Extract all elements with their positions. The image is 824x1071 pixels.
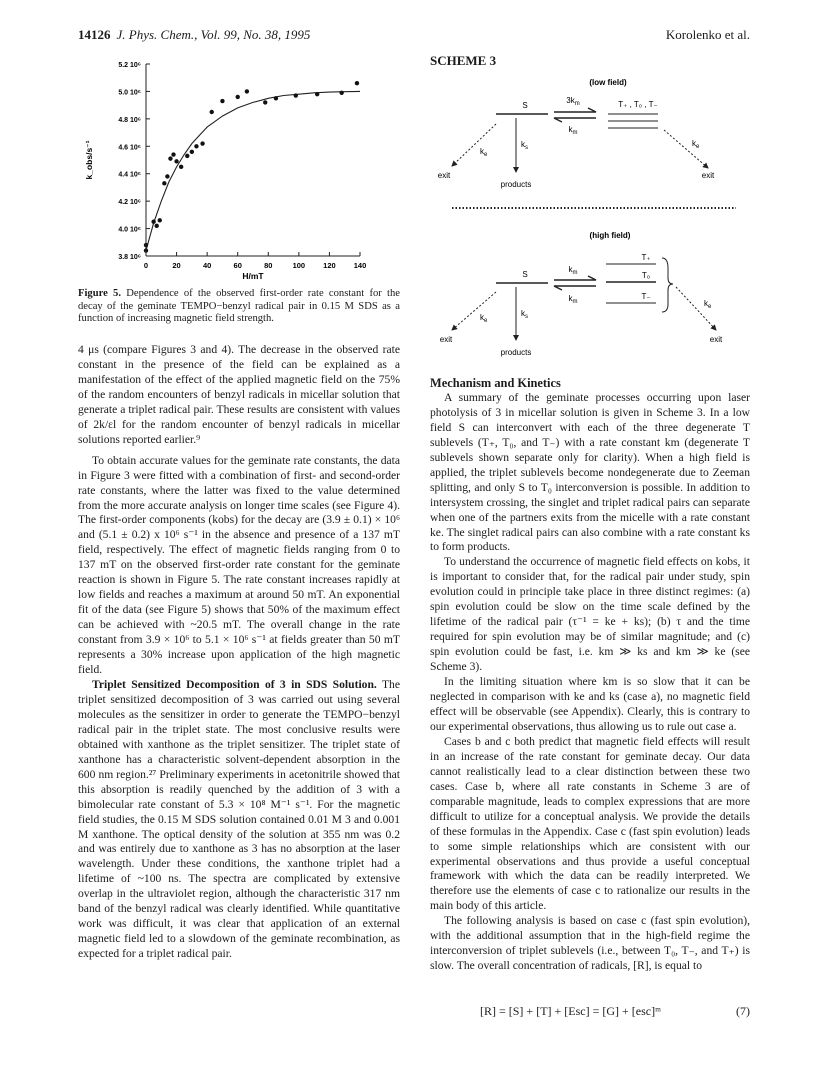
- right-paragraph-4: Cases b and c both predict that magnetic field effects will result in an increase of the rate constant for geminate decay. Our data cannot realistically lead to a clear distinction between these two cases. Case b, where all rate constants in Scheme 3 are of comparable magnitude, leads to complex expressions that are more difficult to utilize for a conceptual analysis. We provide the details of these formulas in the Appendix. Case c (fast spin evolution) leads to some simple relationships which are consistent with our experimental observations and thus provide a useful conceptual framework with which the data can be readily interpreted. We therefore use the elements of case c to rationalize our results in the main body of this article.: [430, 734, 750, 913]
- left-paragraph-2: To obtain accurate values for the geminate rate constants, the data in Figure 3 were fitted with a combination of first- and second-order rate constants, where the latter was fixed to the value determined from the more accurate analysis on longer time scales (see Figure 4). The first-order components (kobs) for the decay are (3.9 ± 0.1) × 10⁶ and (5.1 ± 0.2) x 10⁶ s⁻¹ in the absence and presence of a 137 mT field, respectively. The effect of magnetic fields ranging from 0 to 137 mT on the observed first-order rate constant for the geminate reaction is shown in Figure 5. The rate constant increases rapidly at low fields and reaches a maximum at around 50 mT. An exponential fit of the data (see Figure 5) shows that 50% of the maximum effect can be achieved with ~20.5 mT. The overall change in the rate constant from 3.9 × 10⁶ to 5.1 × 10⁶ s⁻¹ at fields greater than 50 mT represents a 30% increase upon application of the high magnetic field.: [78, 453, 400, 677]
- data-point: [185, 154, 189, 158]
- data-point: [355, 81, 359, 85]
- data-point: [151, 220, 155, 224]
- x-tick-label: 0: [143, 261, 149, 270]
- page-header: [78, 27, 750, 47]
- equilibrium-arrow-back-high: [554, 286, 596, 290]
- triplet-exit-arrow-low: [664, 130, 708, 168]
- equilibrium-arrow-back-low: [554, 118, 596, 122]
- data-point: [245, 89, 249, 93]
- x-tick-label: 120: [323, 261, 336, 270]
- y-tick-label: 5.0 10⁶: [118, 89, 141, 97]
- rate-km-label-high-top: $k_m$: [568, 265, 578, 276]
- equilibrium-arrow-forward-high: [554, 276, 596, 280]
- x-tick-label: 100: [292, 261, 306, 270]
- y-tick-label: 4.6 10⁶: [118, 144, 141, 152]
- scheme-3-diagram: [430, 72, 750, 372]
- data-point: [162, 181, 166, 185]
- left-column: [78, 343, 400, 962]
- exit-label-high-left: exit: [439, 335, 453, 344]
- triplet-label-low: T₊ , T₀ , T₋: [618, 100, 658, 109]
- y-tick-labels: [118, 62, 141, 261]
- y-tick-label: 4.2 10⁶: [118, 199, 141, 207]
- equation-7: [480, 1004, 750, 1019]
- rate-ke-label-high-right: $k_e$: [704, 299, 712, 310]
- rate-3km-label: $3k_m$: [566, 96, 580, 107]
- equilibrium-arrow-forward-low: [554, 108, 596, 112]
- singlet-exit-arrow-high: [452, 292, 496, 330]
- triplet-brace: [662, 258, 673, 312]
- low-field-label: (low field): [589, 78, 627, 87]
- data-point: [165, 174, 169, 178]
- figure-5-chart: [78, 50, 400, 282]
- x-tick-label: 80: [264, 261, 273, 270]
- equation-text: [R] = [S] + [T] + [Esc] = [G] + [esc]ᵐ: [480, 1004, 661, 1018]
- left-paragraph-1: 4 μs (compare Figures 3 and 4). The decrease in the observed rate constant in the presence of the field can be explained as a manifestation of the effect of the applied magnetic field on the 75% of the random encounters of benzyl radicals in micellar solution that generate a triplet radical pair. These results are consistent with values of 2k/εl for the random encounter of benzyl radicals in micellar solutions reported earlier.⁹: [78, 343, 400, 446]
- data-point: [339, 91, 343, 95]
- figure-5-label: Figure 5.: [78, 288, 122, 299]
- y-tick-label: 3.8 10⁶: [118, 254, 141, 261]
- data-point: [190, 150, 194, 154]
- high-field-label: (high field): [589, 231, 631, 240]
- rate-km-label-low: $k_m$: [568, 125, 578, 136]
- exit-label-high-right: exit: [709, 335, 723, 344]
- running-authors: Korolenko et al.: [665, 27, 750, 42]
- rate-km-label-high-bottom: $k_m$: [568, 294, 578, 305]
- data-point: [210, 110, 214, 114]
- data-point: [155, 224, 159, 228]
- exit-label-low-left: exit: [437, 171, 451, 180]
- exit-label-low-right: exit: [701, 171, 715, 180]
- x-axis-label: H/mT: [242, 271, 264, 281]
- data-point: [179, 165, 183, 169]
- triplet-zero-label: T₀: [641, 271, 651, 280]
- x-tick-label: 40: [202, 261, 212, 270]
- singlet-label-high: S: [522, 270, 528, 279]
- data-point: [294, 93, 298, 97]
- x-tick-label: 140: [353, 261, 367, 270]
- fit-curve: [146, 91, 360, 250]
- data-point: [194, 144, 198, 148]
- x-tick-labels: [144, 261, 366, 270]
- right-paragraph-5: The following analysis is based on case c (fast spin evolution), with the additional assumption that in the high-field regime the interconversion of triplet sublevels (i.e., between T₀, T₋, and T₊) is slow. The overall concentration of radicals, [R], is equal to: [430, 914, 750, 973]
- data-point: [274, 96, 278, 100]
- data-point: [200, 141, 204, 145]
- section-title: Mechanism and Kinetics: [430, 376, 561, 390]
- data-point: [158, 218, 162, 222]
- equation-number: (7): [736, 1004, 750, 1018]
- products-label-low: products: [500, 180, 532, 189]
- products-label-high: products: [500, 348, 532, 357]
- singlet-label-low: S: [522, 101, 528, 110]
- figure-5-text: Dependence of the observed first-order rate constant for the decay of the geminate TEMPO−benzyl radical pair in 0.15 M SDS as a function of increasing magnetic field strength.: [78, 288, 400, 325]
- y-tick-label: 4.4 10⁶: [118, 171, 141, 179]
- right-column: [430, 376, 750, 974]
- right-paragraph-3: In the limiting situation where km is so slow that it can be neglected in comparison with ke and ks (case a), no magnetic field effect will be observable (see Appendix). Clearly, this is contrary to our experimental observations, thus allowing us to rule out case a.: [430, 675, 750, 733]
- data-point: [263, 100, 267, 104]
- figure-5-caption: [78, 288, 400, 326]
- rate-ke-label-high-left: $k_e$: [480, 313, 488, 324]
- rate-ks-label-high: $k_s$: [521, 309, 528, 320]
- x-tick-label: 20: [172, 261, 181, 270]
- y-tick-label: 5.2 10⁶: [118, 62, 141, 69]
- journal-citation: J. Phys. Chem., Vol. 99, No. 38, 1995: [116, 27, 311, 42]
- y-tick-label: 4.0 10⁶: [118, 226, 141, 234]
- rate-ks-label-low: $k_s$: [521, 140, 528, 151]
- data-point: [315, 92, 319, 96]
- left-paragraph-3-text: The triplet sensitized decomposition of 3 was carried out using several molecules as the sensitizer in order to generate the TEMPO−benzyl radical pair in the triplet state. The most conclusive results were obtained with xanthone as the triplet sensitizer. The triplet state of xanthone has a characteristic solvent-dependent absorption in the 600 nm region.²⁷ Preliminary experiments in acetonitrile showed that this absorption is readily quenched by the addition of 3 with a bimolecular rate constant of 5.3 × 10⁸ M⁻¹ s⁻¹. For the magnetic field studies, the 0.15 M SDS solution contained 0.01 M 3 and 0.001 M xanthone. The optical density of the solution at 355 nm was 0.2 and was entirely due to xanthone as 3 has no absorption at the laser wavelength. Under these conditions, the xanthone triplet had a lifetime of ~100 ns. The spectra are complicated by extensive overlap in the ultraviolet region, although the characteristic 317 nm band of the benzyl radical was clearly identified. While quantitative work was difficult, it was clear that application of an external magnetic field led to a slowdown of the geminate recombination, as expected for a triplet radical pair.: [78, 677, 400, 961]
- triplet-plus-label: T₊: [641, 253, 651, 262]
- data-point: [168, 156, 172, 160]
- data-point: [171, 152, 175, 156]
- left-paragraph-3: [78, 678, 400, 962]
- y-axis-label: k_obs/s⁻¹: [84, 140, 94, 180]
- triplet-minus-label: T₋: [641, 292, 651, 301]
- right-paragraph-1: A summary of the geminate processes occurring upon laser photolysis of 3 in micellar solution is given in Scheme 3. In a low field S can interconvert with each of the three degenerate T sublevels (T₊, T₀, and T₋) with a rate constant km (degenerate T sublevels shown separate only for clarity). When a high field is applied, the triplet sublevels become nondegenerate due to Zeeman splitting, and only S to T₀ interconversion is possible. In addition to intersystem crossing, the singlet and triplet radical pairs can separate when one of the partners exits from the micelle with a rate constant ke. The singlet radical pairs can also combine with a rate constant ks to form products.: [430, 390, 750, 554]
- data-point: [174, 159, 178, 163]
- run-in-heading: Triplet Sensitized Decomposition of 3 in SDS Solution.: [92, 677, 377, 691]
- right-paragraph-2: To understand the occurrence of magnetic field effects on kobs, it is important to consider that, for the radical pair under study, spin evolution could in principle take place in three distinct regimes: (a) spin evolution could be slow on the time scale defined by the lifetime of the radical pair (τ⁻¹ = ke + ks); (b) τ and the time required for spin evolution may be of similar magnitude; and (c) spin evolution could be fast, i.e. km ≫ ks and km ≫ ke (see Scheme 3).: [430, 555, 750, 674]
- y-tick-label: 4.8 10⁶: [118, 116, 141, 124]
- rate-ke-label-low-left: $k_e$: [480, 147, 488, 158]
- singlet-exit-arrow-low: [452, 124, 496, 166]
- data-point: [220, 99, 224, 103]
- x-tick-label: 60: [233, 261, 242, 270]
- rate-ke-label-low-right: $k_e$: [692, 139, 700, 150]
- page-number: 14126: [78, 27, 111, 42]
- scheme-3-title: SCHEME 3: [430, 53, 497, 68]
- data-point: [236, 95, 240, 99]
